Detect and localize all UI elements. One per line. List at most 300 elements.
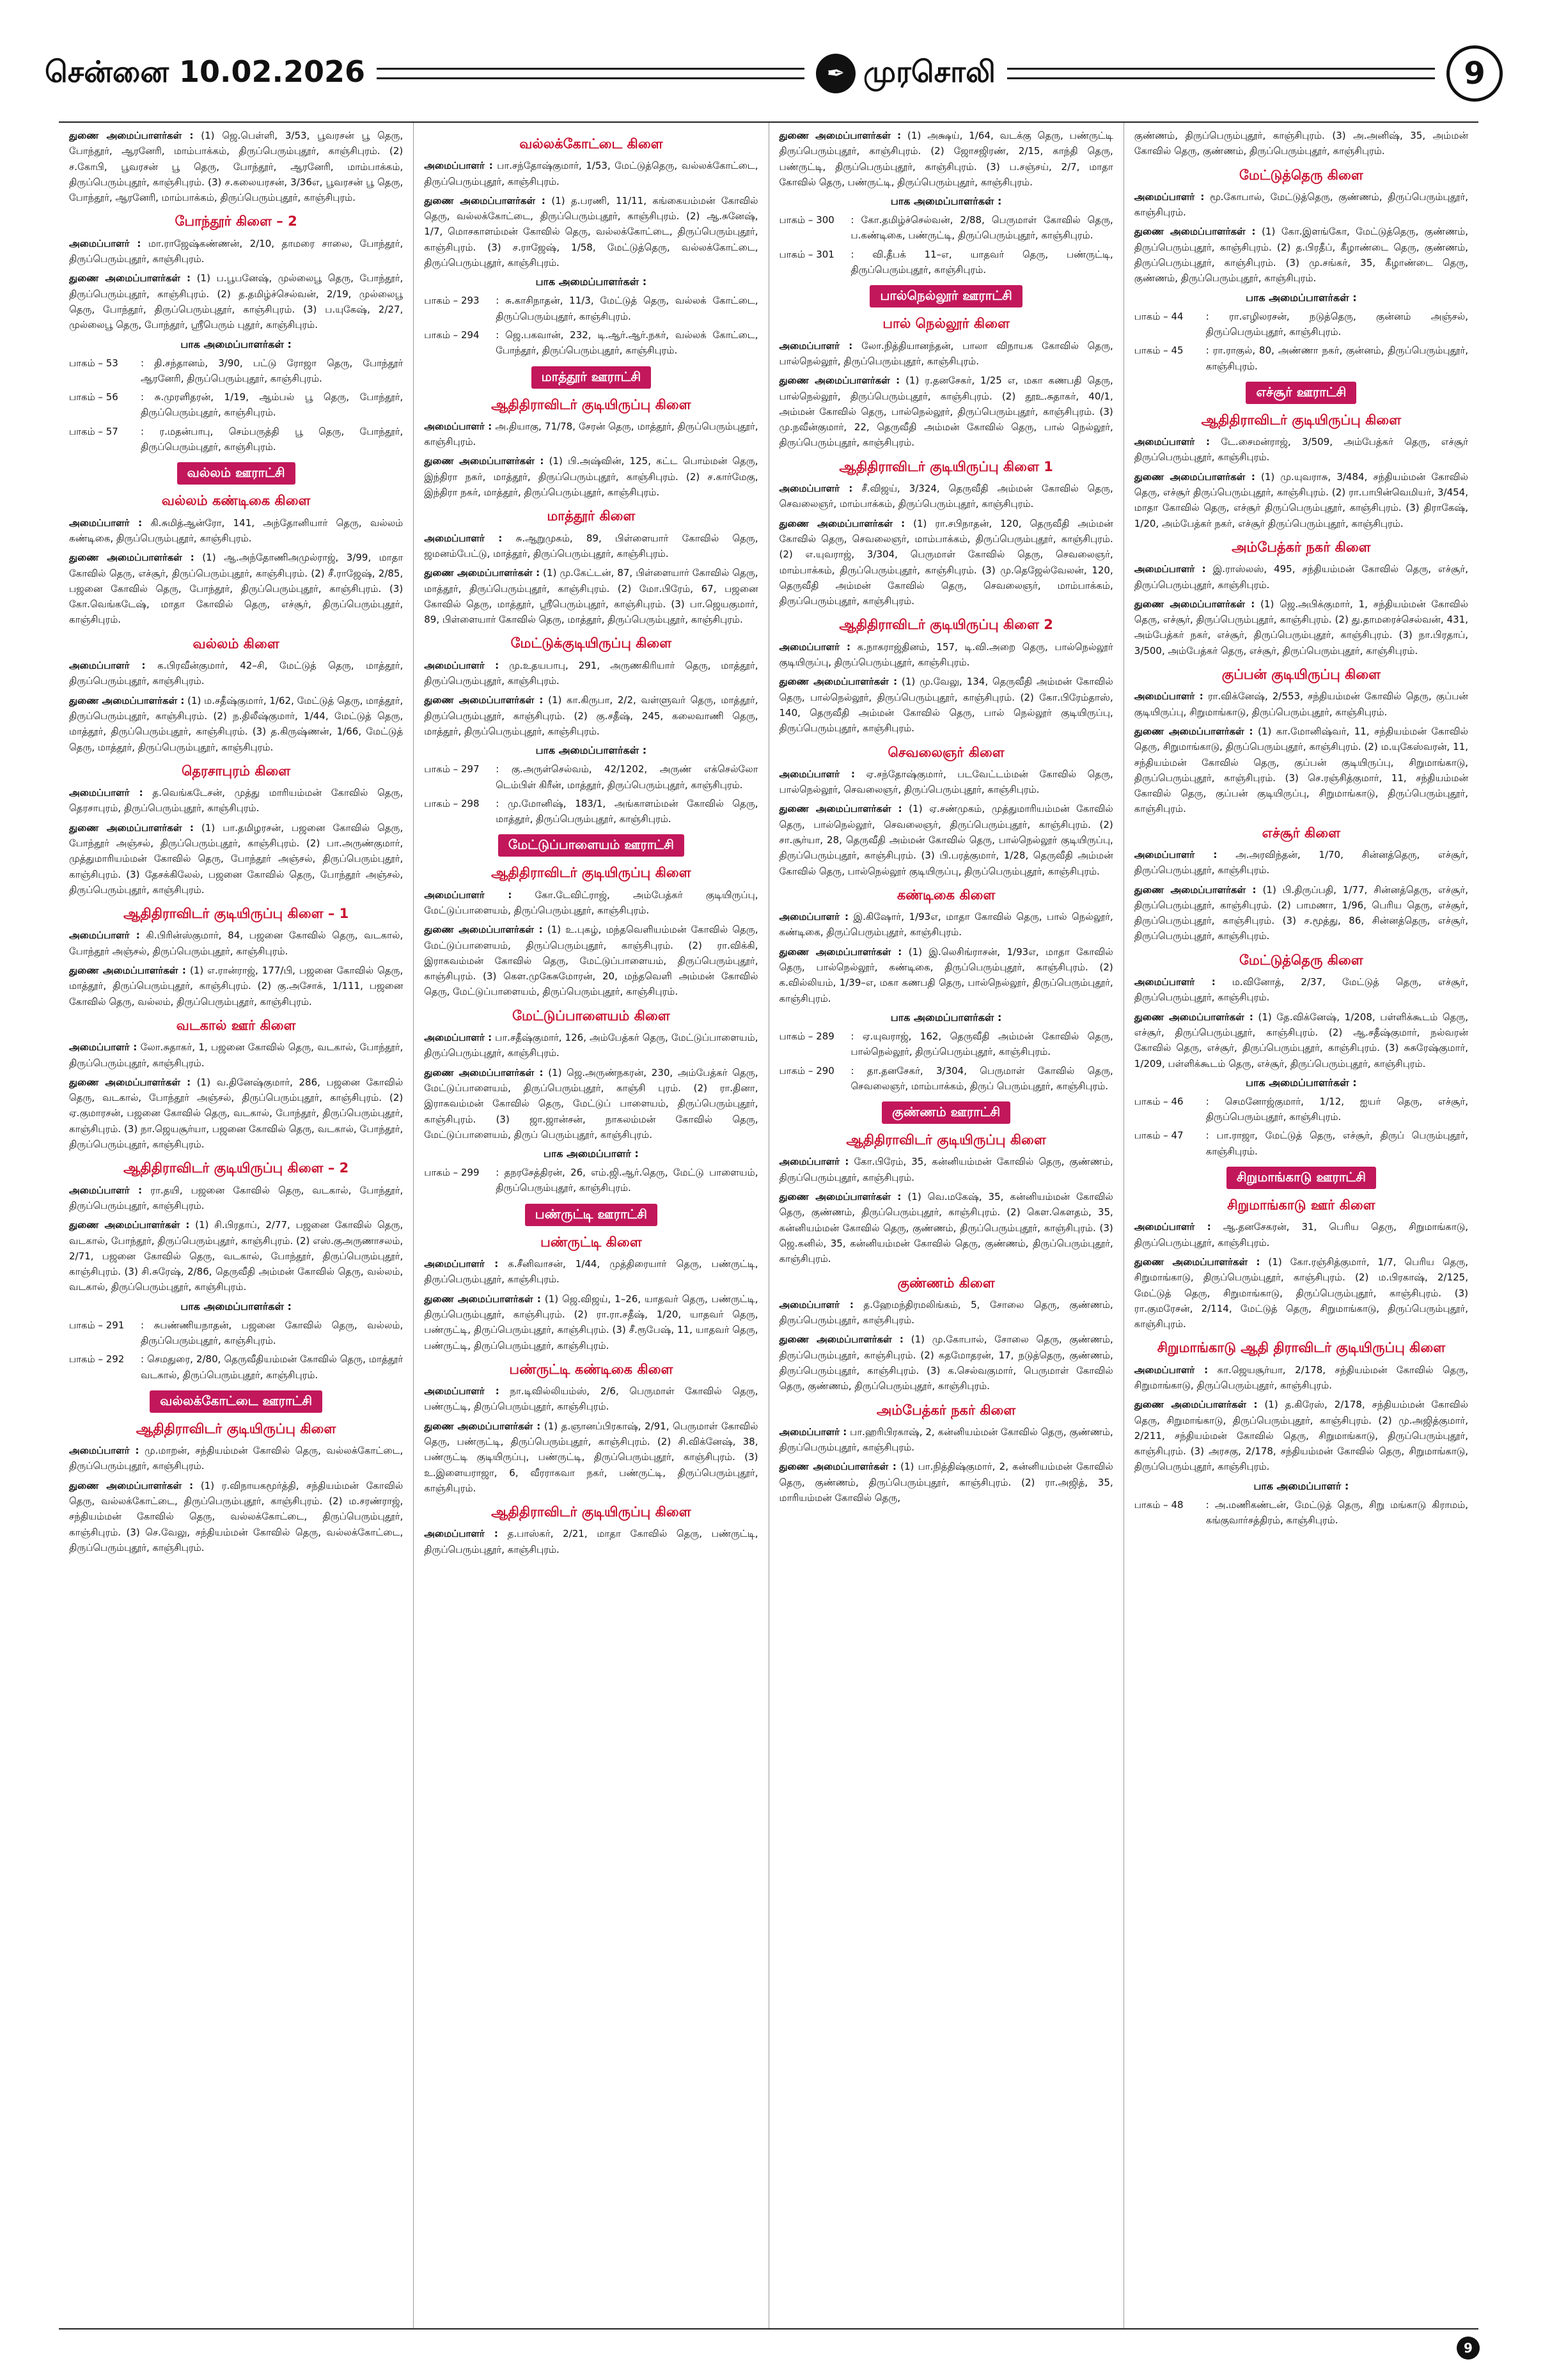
organizer-role: துணை அமைப்பாளர்கள் :: [779, 676, 898, 688]
organizer-entry: [69, 1183, 403, 1214]
organizer-entry: [779, 1332, 1113, 1394]
organizer-details: க.சீனிவாசன், 1/44, முத்திரையார் தெரு, பண்ருட்டி, திருப்பெரும்புதூர், காஞ்சிபுரம்.: [424, 1258, 758, 1286]
booth-number: பாகம் – 48: [1134, 1498, 1184, 1511]
organizer-entry: [1134, 847, 1468, 878]
organizer-details: (1) வ.தினேஷ்குமார், 286, பஜனை கோவில் தெரு, வடகால், போந்தூர் அஞ்சல், திருப்பெரும்புதூர், காஞ்சிபுரம். (2) ஏ.குமாரசன், பஜனை கோவில் தெரு, வடகால், போந்தூர், திருப்பெரும்புதூர், காஞ்சிபுரம். (3) நா.ஜெயசூர்யா, பஜனை கோவில் தெரு, வடகால், போந்தூர், திருப்பெரும்புதூர், காஞ்சிபுரம்.: [69, 1076, 403, 1151]
booth-number: பாகம் – 299: [424, 1167, 480, 1179]
organizer-details: (1) மு.வேலு, 134, தெருவீதி அம்மன் கோவில் தெரு, பால்நெல்லூர், திருப்பெரும்புதூர், காஞ்சிபுரம். (2) கோ.பிரேம்தாஸ், 140, தெருவீதி அம்மன் கோவில் தெரு, பால் நெல்லூர் குடியிருப்பு, திருப்பெரும்புதூர், காஞ்சிபுரம்.: [779, 676, 1113, 735]
booth-number: பாகம் – 290: [779, 1064, 834, 1077]
organizer-entry: [779, 1459, 1113, 1505]
organizer-details: (1) ஜெ.அபிக்குமார், 1, சந்தியம்மன் கோவில் தெரு, எச்சூர், திருப்பெரும்புதூர், காஞ்சிபுரம். (2) து.தாமரைச்செல்வன், 431, அம்பேத்கர் நகர், எச்சூர், திருப்பெரும்புதூர், காஞ்சிபுரம். (3) நா.பிரதாப், 3/500, அம்பேத்கர் தெரு, எச்சூர், திருப்பெரும்புதூர், காஞ்சிபுரம்.: [1134, 598, 1468, 657]
organizer-role: அமைப்பாளர் :: [424, 1258, 499, 1270]
booth-organizer-details: : கோ.தமிழ்ச்செல்வன், 2/88, பெருமாள் கோவில் தெரு, ப.கண்டிகை, பண்ருட்டி, திருப்பெரும்புதூர், காஞ்சிபுரம்.: [850, 214, 1113, 242]
booth-organizer-details: : தி.சந்தானம், 3/90, பட்டு ரோஜா தெரு, போந்தூர் ஆரனேரி, திருப்பெரும்புதூர், காஞ்சிபுரம்.: [141, 357, 403, 384]
booth-number: பாகம் – 292: [69, 1353, 125, 1365]
organizer-details: (1) பி.திருப்பதி, 1/77, சின்னத்தெரு, எச்சூர், திருப்பெரும்புதூர், காஞ்சிபுரம். (2) பாமணா, 1/96, பெரிய தெரு, எச்சூர், திருப்பெரும்புதூர், காஞ்சிபுரம். (3) ச.மூத்து, 86, சின்னத்தெரு, எச்சூர், திருப்பெரும்புதூர், காஞ்சிபுரம்.: [1134, 883, 1468, 942]
booth-entry: [424, 761, 758, 793]
organizer-role: அமைப்பாளர் :: [69, 787, 143, 799]
organizer-role: அமைப்பாளர் :: [69, 1041, 137, 1054]
organizer-details: (1) கா.மோனிஷ்வர், 11, சந்தியம்மன் கோவில் தெரு, சிறுமாங்காடு, திருப்பெரும்புதூர், காஞ்சிபுரம். (2) ம.யுகேஸ்வரன், 11, சந்தியம்மன் கோவில் தெரு, குப்பன் குடியிருப்பு, சிறுமாங்காடு, திருப்பெரும்புதூர், காஞ்சிபுரம். (3) செ.ரஞ்சித்குமார், 11, சந்தியம்மன் கோவில் தெரு, குப்பன் குடியிருப்பு, சிறுமாங்காடு, திருப்பெரும்புதூர், காஞ்சிபுரம்.: [1134, 725, 1468, 815]
organizer-details: (1) ஆ.அந்தோணிஅமுல்ராஜ், 3/99, மாதா கோவில் தெரு, எச்சூர், திருப்பெரும்புதூர், காஞ்சிபுரம். (2) சீ.ராஜேஷ், 2/85, பஜனை கோவில் தெரு, போந்தூர், திருப்பெரும்புதூர், காஞ்சிபுரம். (3) கோ.வெங்கடேஷ், மாதா கோவில் தெரு, எச்சூர், திருப்பெரும்புதூர், காஞ்சிபுரம்.: [69, 552, 403, 626]
organizer-entry: [69, 693, 403, 755]
booth-organizer-details: : சுபண்ணியநாதன், பஜனை கோவில் தெரு, வல்லம், திருப்பெரும்புதூர், காஞ்சிபுரம்.: [141, 1319, 403, 1346]
organizer-role: அமைப்பாளர் :: [779, 1156, 849, 1168]
organizer-role: துணை அமைப்பாளர்கள் :: [1134, 1256, 1260, 1268]
organizer-details: க.நாகராஜ்தினம், 157, டி.வி.அறை தெரு, பால்நெல்லூர் குடியிருப்பு, திருப்பெரும்புதூர், காஞ்சிபுரம்.: [779, 641, 1113, 669]
organizer-entry: [69, 1039, 403, 1071]
organizer-role: துணை அமைப்பாளர்கள் :: [779, 1334, 904, 1346]
booth-organizers-heading: பாக அமைப்பாளர்கள் :: [535, 276, 647, 288]
panchayat-banner-label: எச்சூர் ஊராட்சி: [1246, 382, 1356, 404]
panchayat-banner: [1134, 1167, 1468, 1189]
panchayat-banner: [69, 462, 403, 485]
paper-brand: [816, 54, 996, 93]
organizer-details: இ.ராஸ்லஸ், 495, சந்தியம்மன் கோவில் தெரு, எச்சூர், திருப்பெரும்புதூர், காஞ்சிபுரம்.: [1134, 563, 1468, 591]
booth-entry: [424, 293, 758, 324]
organizer-details: பா.ஹரிபிரகாஷ், 2, கன்னியம்மன் கோவில் தெரு, குண்ணம், திருப்பெரும்புதூர், காஞ்சிபுரம்.: [779, 1426, 1113, 1454]
organizer-entry: [424, 1383, 758, 1415]
organizer-details: ரா.தயி, பஜனை கோவில் தெரு, வடகால், போந்தூர், திருப்பெரும்புதூர், காஞ்சிபுரம்.: [69, 1184, 403, 1211]
organizer-entry: [779, 128, 1113, 190]
booth-entry: [69, 1351, 403, 1383]
organizer-role: துணை அமைப்பாளர்கள் :: [424, 1066, 544, 1078]
branch-title: குப்பன் குடியிருப்பு கிளை: [1221, 667, 1381, 683]
branch-title: பண்ருட்டி கிளை: [540, 1234, 642, 1250]
booth-organizer-details: : கு.அருள்செல்வம், 42/1202, அருண் எக்செல்லோ டெம்பிள் கிரீன், மாத்தூர், திருப்பெரும்புதூர், காஞ்சிபுரம்.: [496, 763, 758, 791]
organizer-role: அமைப்பாளர் :: [779, 339, 853, 352]
organizer-role: அமைப்பாளர் :: [1134, 436, 1210, 448]
branch-title: அம்பேத்கர் நகர் கிளை: [876, 1402, 1016, 1418]
branch-title: ஆதிதிராவிடர் குடியிருப்பு கிளை: [1201, 412, 1402, 428]
branch-title: சிறுமாங்காடு ஊர் கிளை: [1227, 1197, 1375, 1213]
organizer-entry: [424, 1030, 758, 1061]
booth-organizer-details: : செமனோஜ்குமார், 1/12, ஐயர் தெரு, எச்சூர், திருப்பெரும்புதூர், காஞ்சிபுரம்.: [1205, 1095, 1468, 1123]
organizer-role: அமைப்பாளர் :: [424, 1032, 492, 1044]
organizer-role: அமைப்பாளர் :: [69, 1184, 143, 1196]
organizer-details: குண்ணம், திருப்பெரும்புதூர், காஞ்சிபுரம். (3) அ.அனிஷ், 35, அம்மன் கோவில் தெரு, குண்ணம், திருப்பெரும்புதூர், காஞ்சிபுரம்.: [1134, 130, 1468, 157]
organizer-role: துணை அமைப்பாளர்கள் :: [779, 375, 900, 387]
column-1: [59, 123, 414, 2328]
booth-organizer-details: : ர.மதன்பாபு, செம்பருத்தி பூ தெரு, போந்தூர், திருப்பெரும்புதூர், காஞ்சிபுரம்.: [141, 425, 403, 453]
organizer-details: பா.சந்தோஷ்குமார், 1/53, மேட்டுத்தெரு, வல்லக்கோட்டை, திருப்பெரும்புதூர், காஞ்சிபுரம்.: [424, 160, 758, 187]
organizer-role: அமைப்பாளர் :: [69, 517, 143, 529]
panchayat-banner-label: மேட்டுப்பாளையம் ஊராட்சி: [498, 834, 684, 857]
organizer-entry: [69, 658, 403, 689]
organizer-details: நா.டிவில்லியம்ஸ், 2/6, பெருமாள் கோவில் தெரு, பண்ருட்டி, திருப்பெரும்புதூர், காஞ்சிபுரம்.: [424, 1385, 758, 1413]
organizer-entry: [69, 1075, 403, 1152]
organizer-entry: [424, 1526, 758, 1557]
organizer-details: க.பிரவீன்குமார், 42–சி, மேட்டுத் தெரு, மாத்தூர், திருப்பெரும்புதூர், காஞ்சிபுரம்.: [69, 660, 403, 687]
organizer-role: அமைப்பாளர் :: [779, 768, 855, 780]
organizer-details: (1) ஏ.சண்முகம், முத்துமாரியம்மன் கோவில் தெரு, பால்நெல்லூர், செவலைஞர், திருப்பெரும்புதூர், காஞ்சிபுரம். (2) சா.சூர்யா, 28, தெருவீதி அம்மன் கோவில் தெரு, பால்நெல்லூர் குடியிருப்பு, திருப்பெரும்புதூர், காஞ்சிபுரம். (3) பி.பரத்குமார், 1/28, தெருவீதி அம்மன் கோவில் தெரு, பால்நெல்லூர் குடியிருப்பு, திருப்பெரும்புதூர், காஞ்சிபுரம்.: [779, 803, 1113, 877]
organizer-role: அமைப்பாளர் :: [1134, 976, 1216, 988]
organizer-details: ம.வினோத், 2/37, மேட்டுத் தெரு, எச்சூர், திருப்பெரும்புதூர், காஞ்சிபுரம்.: [1134, 976, 1468, 1004]
branch-title: செவலைஞர் கிளை: [888, 744, 1005, 760]
booth-entry: [1134, 1094, 1468, 1125]
organizer-role: அமைப்பாளர் :: [424, 160, 493, 172]
organizer-role: துணை அமைப்பாளர்கள் :: [779, 1191, 902, 1203]
organizer-entry: [779, 1154, 1113, 1185]
organizer-entry: [69, 1478, 403, 1555]
organizer-role: துணை அமைப்பாளர்கள் :: [69, 130, 194, 141]
organizer-entry: [1134, 189, 1468, 221]
booth-organizer-details: : பா.ராஜா, மேட்டுத் தெரு, எச்சூர், திருப் பெரும்புதூர், காஞ்சிபுரம்.: [1205, 1130, 1468, 1157]
booth-number: பாகம் – 56: [69, 391, 118, 403]
branch-title: மேட்டுக்குடியிருப்பு கிளை: [510, 635, 672, 651]
booth-organizer-details: : தா.தனசேகர், 3/304, பெருமாள் கோவில் தெரு, செவலைஞர், மாம்பாக்கம், திருப் பெரும்புதூர், காஞ்சிபுரம்.: [850, 1064, 1113, 1092]
organizer-details: த.பாஸ்கர், 2/21, மாதா கோவில் தெரு, பண்ருட்டி, திருப்பெரும்புதூர், காஞ்சிபுரம்.: [424, 1528, 758, 1555]
organizer-role: துணை அமைப்பாளர்கள் :: [1134, 1011, 1253, 1023]
organizer-entry: [779, 373, 1113, 450]
organizer-role: துணை அமைப்பாளர்கள் :: [424, 455, 544, 467]
organizer-role: அமைப்பாளர் :: [779, 1426, 847, 1438]
organizer-entry: [1134, 1219, 1468, 1250]
organizer-details: இ.கிஷோர், 1/93எ, மாதா கோவில் தெரு, பால் நெல்லூர், கண்டிகை, திருப்பெரும்புதூர், காஞ்சிபுரம்.: [779, 911, 1113, 938]
organizer-details: (1) ப.பூபனேஷ், முல்லைபூ தெரு, போந்தூர், திருப்பெரும்புதூர், காஞ்சிபுரம். (2) த.தமிழ்ச்செல்வன், 2/19, முல்லைபூ தெரு, போந்தூர், திருப்பெரும்புதூர், காஞ்சிபுரம். (3) ப.யுகேஷ், 2/27, முல்லைபூ தெரு, போந்தூர், ஸ்ரீபெரும் புதூர், காஞ்சிபுரம்.: [69, 272, 403, 331]
branch-title: மேட்டுத்தெரு கிளை: [1239, 167, 1363, 183]
organizer-entry: [424, 419, 758, 450]
organizer-role: துணை அமைப்பாளர்கள் :: [1134, 883, 1257, 896]
organizer-entry: [69, 128, 403, 205]
organizer-details: (1) சி.பிரதாப், 2/77, பஜனை கோவில் தெரு, வடகால், போந்தூர், திருப்பெரும்புதூர், காஞ்சிபுரம். (2) எஸ்.குஅருணாசலம், 2/71, பஜனை கோவில் தெரு, வடகால், போந்தூர், திருப்பெரும்புதூர், காஞ்சிபுரம். (3) சி.சுரேஷ், 2/86, தெருவீதி அம்மன் கோவில் தெரு, வல்லம், வடகால், திருப்பெரும்புதூர், காஞ்சிபுரம்.: [69, 1219, 403, 1293]
organizer-role: துணை அமைப்பாளர்கள் :: [779, 130, 902, 141]
organizer-details: (1) பா.தமிழரசன், பஜனை கோவில் தெரு, போந்தூர் அஞ்சல், திருப்பெரும்புதூர், காஞ்சிபுரம். (2) பா.அருண்குமார், முத்துமாரியம்மன் கோவில் தெரு, போந்தூர் அஞ்சல், திருப்பெரும்புதூர், காஞ்சிபுரம். (3) தேசக்கிலேல், பஜனை கோவில் தெரு, போந்தூர் அஞ்சல், திருப்பெரும்புதூர், காஞ்சிபுரம்.: [69, 821, 403, 896]
organizer-details: ஆ.தனசேகரன், 31, பெரிய தெரு, சிறுமாங்காடு, திருப்பெரும்புதூர், காஞ்சிபுரம்.: [1134, 1221, 1468, 1248]
organizer-entry: [69, 236, 403, 267]
organizer-entry: [779, 338, 1113, 369]
organizer-details: (1) த.கிரேஸ், 2/178, சந்தியம்மன் கோவில் தெரு, சிறுமாங்காடு, திருப்பெரும்புதூர், காஞ்சிபுரம். (2) மு.அஜித்குமார், 2/211, சந்தியம்மன் கோவில் தெரு, சிறுமாங்காடு, திருப்பெரும்புதூர், காஞ்சிபுரம். (3) அரசகு, 2/178, சந்தியம்மன் கோவில் தெரு, சிறுமாங்காடு, திருப்பெரும்புதூர், காஞ்சிபுரம்.: [1134, 1399, 1468, 1473]
organizer-role: அமைப்பாளர் :: [69, 660, 146, 672]
organizer-details: (1) அக்ஷய், 1/64, வடக்கு தெரு, பண்ருட்டி திருப்பெரும்புதூர், காஞ்சிபுரம். (2) ஜோசஜிரண், 2/15, காந்தி தெரு, பண்ருட்டி, திருப்பெரும்புதூர், காஞ்சிபுரம். (3) ப.சஞ்சய், 2/7, மாதா கோவில் தெரு, பண்ருட்டி, திருப்பெரும்புதூர், காஞ்சிபுரம்.: [779, 130, 1113, 188]
organizer-entry: [424, 1291, 758, 1353]
organizer-details: கி.பிரின்ஸ்குமார், 84, பஜனை கோவில் தெரு, வடகால், போந்தூர் அஞ்சல், திருப்பெரும்புதூர், காஞ்சிபுரம்.: [69, 929, 403, 957]
booth-entry: [424, 1165, 758, 1196]
organizer-entry: [69, 928, 403, 959]
organizer-entry: [69, 820, 403, 898]
organizer-entry: [424, 453, 758, 500]
organizer-entry: [69, 550, 403, 627]
organizer-entry: [424, 1065, 758, 1142]
booth-entry: [779, 1029, 1113, 1060]
organizer-entry: [69, 1443, 403, 1474]
panchayat-banner: [779, 285, 1113, 307]
branch-title: ஆதிதிராவிடர் குடியிருப்பு கிளை – 2: [123, 1160, 349, 1176]
panchayat-banner-label: குண்ணம் ஊராட்சி: [882, 1101, 1010, 1124]
panchayat-banner: [424, 366, 758, 389]
organizer-entry: [69, 963, 403, 1009]
organizer-details: (1) பி.அஷ்வின், 125, கட்ட பொம்மன் தெரு, இந்திரா நகர், மாத்தூர், திருப்பெரும்புதூர், காஞ்சிபுரம். (2) ச.கார்மேகு, இந்திரா நகர், மாத்தூர், திருப்பெரும்புதூர், காஞ்சிபுரம்.: [424, 455, 758, 499]
organizer-details: கோ.பிரேம், 35, கன்னியம்மன் கோவில் தெரு, குண்ணம், திருப்பெரும்புதூர், காஞ்சிபுரம்.: [779, 1156, 1113, 1183]
organizer-entry: [1134, 882, 1468, 944]
booth-number: பாகம் – 45: [1134, 345, 1184, 357]
organizer-entry: [424, 565, 758, 627]
page-number-badge: 9: [1446, 45, 1503, 102]
organizer-entry: [1134, 561, 1468, 593]
organizer-details: (1) ஜெ.அருண்நகரன், 230, அம்பேத்கர் தெரு, மேட்டுப்பாளையம், திருப்பெரும்புதூர், காஞ்சி புரம். (2) ரா.தினா, இராகவம்மன் கோவில் தெரு, மேட்டுப் பாளையம், திருப்பெரும்புதூர், காஞ்சிபுரம். (3) ஜா.ஜான்சன், நாகலம்மன் கோவில் தெரு, மேட்டுப்பாளையம், திருப் பெரும்புதூர், காஞ்சிபுரம்.: [424, 1066, 758, 1140]
organizer-details: கோ.டேவிட்ராஜ், அம்பேத்கர் குடியிருப்பு, மேட்டுப்பாளையம், திருப்பெரும்புதூர், காஞ்சிபுரம்.: [424, 889, 758, 916]
organizer-details: ஏ.சந்தோஷ்குமார், படவேட்டம்மன் கோவில் தெரு, பால்நெல்லூர், செவலைஞர், திருப்பெரும்புதூர், காஞ்சிபுரம்.: [779, 768, 1113, 796]
booth-number: பாகம் – 47: [1134, 1130, 1184, 1142]
branch-title: ஆதிதிராவிடர் குடியிருப்பு கிளை: [846, 1132, 1046, 1148]
organizer-entry: [424, 1256, 758, 1287]
branch-title: ஆதிதிராவிடர் குடியிருப்பு கிளை 2: [839, 617, 1053, 633]
organizer-role: துணை அமைப்பாளர்கள் :: [424, 567, 540, 579]
issue-date: சென்னை 10.02.2026: [45, 54, 366, 89]
organizer-role: துணை அமைப்பாளர்கள் :: [424, 1420, 541, 1432]
organizer-role: துணை அமைப்பாளர்கள் :: [779, 945, 902, 958]
booth-organizer-details: : ஏ.யுவராஜ், 162, தெருவீதி அம்மன் கோவில் தெரு, பால்நெல்லூர், திருப்பெரும்புதூர், காஞ்சிபுரம்.: [850, 1030, 1113, 1058]
organizer-entry: [1134, 1009, 1468, 1071]
organizer-role: அமைப்பாளர் :: [424, 532, 503, 544]
masthead-rule-right: [1007, 68, 1435, 79]
organizer-role: அமைப்பாளர் :: [424, 1385, 499, 1397]
organizer-entry: [424, 193, 758, 270]
booth-number: பாகம் – 289: [779, 1030, 834, 1042]
booth-entry: [69, 389, 403, 421]
organizer-role: அமைப்பாளர் :: [424, 1528, 498, 1540]
organizer-entry: [1134, 128, 1468, 159]
organizer-details: (1) கோ.இளங்கோ, மேட்டுத்தெரு, குண்ணம், திருப்பெரும்புதூர், காஞ்சிபுரம். (2) த.பிரதீப், கீழாண்டை தெரு, குண்ணம், திருப்பெரும்புதூர், காஞ்சிபுரம். (3) மு.சங்கர், 35, கீழாண்டை தெரு, குண்ணம், திருப்பெரும்புதூர், காஞ்சிபுரம்.: [1134, 226, 1468, 284]
panchayat-banner-label: பண்ருட்டி ஊராட்சி: [525, 1204, 657, 1226]
organizer-details: (1) மு.கோபால், சோலை தெரு, குண்ணம், திருப்பெரும்புதூர், காஞ்சிபுரம். (2) கதமோதரன், 17, நடுத்தெரு, குண்ணம், திருப்பெரும்புதூர், காஞ்சிபுரம். (3) க.செல்வகுமார், பெருமாள் கோவில் தெரு, குண்ணம், திருப்பெரும்புதூர், காஞ்சிபுரம்.: [779, 1334, 1113, 1392]
organizer-entry: [1134, 1362, 1468, 1394]
organizer-details: சு.ஆறுமுகம், 89, பிள்ளையார் கோவில் தெரு, ஜமனம்பேட்டு, மாத்தூர், திருப்பெரும்புதூர், காஞ்சிபுரம்.: [424, 532, 758, 559]
organizer-role: அமைப்பாளர் :: [779, 1298, 854, 1311]
booth-organizers-heading: பாக அமைப்பாளர்கள் :: [1246, 291, 1357, 304]
branch-title: போந்தூர் கிளை – 2: [175, 214, 297, 229]
pen-nib-emblem-icon: ✒: [816, 54, 856, 93]
booth-organizer-details: : சு.முரளிதரன், 1/19, ஆம்பல் பூ தெரு, போந்தூர், திருப்பெரும்புதூர், காஞ்சிபுரம்.: [141, 391, 403, 419]
panchayat-banner: [424, 1204, 758, 1226]
branch-title: பண்ருட்டி கண்டிகை கிளை: [509, 1361, 673, 1377]
panchayat-banner-label: வல்லக்கோட்டை ஊராட்சி: [150, 1390, 322, 1413]
organizer-details: ரா.விக்னேஷ், 2/553, சந்தியம்மன் கோவில் தெரு, குப்பன் குடியிருப்பு, சிறுமாங்காடு, திருப்பெரும்புதூர், காஞ்சிபுரம்.: [1134, 690, 1468, 718]
organizer-entry: [779, 909, 1113, 940]
organizer-role: அமைப்பாளர் :: [1134, 848, 1218, 860]
branch-title: வடகால் ஊர் கிளை: [176, 1017, 296, 1033]
booth-organizer-details: : செமதுரை, 2/80, தெருவீதியம்மன் கோவில் தெரு, மாத்தூர் வடகால், திருப்பெரும்புதூர், காஞ்சிபுரம்.: [141, 1353, 403, 1381]
organizer-entry: [1134, 434, 1468, 465]
organizer-entry: [1134, 1397, 1468, 1474]
organizer-role: அமைப்பாளர் :: [779, 641, 851, 653]
organizer-entry: [779, 1424, 1113, 1456]
organizer-details: மூ.கோபால், மேட்டுத்தெரு, குண்ணம், திருப்பெரும்புதூர், காஞ்சிபுரம்.: [1134, 191, 1468, 219]
booth-entry: [424, 327, 758, 359]
organizer-details: (1) ர.விநாயகமூர்த்தி, சந்தியம்மன் கோவில் தெரு, வல்லக்கோட்டை, திருப்பெரும்புதூர், காஞ்சிபுரம். (2) ம.சரண்ராஜ், சந்தியம்மன் கோவில் தெரு, வல்லக்கோட்டை, திருப்பெரும்புதூர், காஞ்சிபுரம். (3) செ.வேலு, சந்தியம்மன் கோவில் தெரு, வல்லக்கோட்டை, திருப்பெரும்புதூர், காஞ்சிபுரம்.: [69, 1479, 403, 1553]
booth-entry: [779, 247, 1113, 278]
organizer-details: (1) ஜெ.விஜய், 1–26, யாதவர் தெரு, பண்ருட்டி, திருப்பெரும்புதூர், காஞ்சிபுரம். (2) ரா.ரா.சதீஷ், 1/20, யாதவர் தெரு, பண்ருட்டி, திருப்பெரும்புதூர், காஞ்சிபுரம். (3) சீ.ரூபேஷ், 11, யாதவர் தெரு, பண்ருட்டி, திருப்பெரும்புதூர், காஞ்சிபுரம்.: [424, 1293, 758, 1351]
booth-number: பாகம் – 294: [424, 329, 480, 341]
organizer-details: மா.ராஜேஷ்கண்ணன், 2/10, தாமரை சாலை, போந்தூர், திருப்பெரும்புதூர், காஞ்சிபுரம்.: [69, 237, 403, 265]
organizer-details: (1) ர.தனசேகர், 1/25 எ, மகா கணபதி தெரு, பால்நெல்லூர், திருப்பெரும்புதூர், காஞ்சிபுரம். (2) தூஉ.சுதாகர், 40/1, அம்மன் கோவில் தெரு, பால்நெல்லூர், திருப்பெரும்புதூர், காஞ்சிபுரம். (3) மு.நவீன்குமார், 22, தெருவீதி அம்மன் கோவில் தெரு, பால் நெல்லூர், திருப்பெரும்புதூர், காஞ்சிபுரம்.: [779, 375, 1113, 449]
booth-organizer-details: : ரா.ராகுல், 80, அண்ணா நகர், குன்னம், திருப்பெரும்புதூர், காஞ்சிபுரம்.: [1205, 345, 1468, 372]
branch-title: ஆதிதிராவிடர் குடியிருப்பு கிளை: [491, 865, 691, 881]
booth-entry: [69, 355, 403, 387]
branch-title: வல்லக்கோட்டை கிளை: [519, 136, 663, 152]
panchayat-banner: [1134, 382, 1468, 404]
organizer-entry: [424, 887, 758, 919]
organizer-role: அமைப்பாளர் :: [779, 483, 853, 495]
organizer-entry: [779, 944, 1113, 1006]
branch-title: ஆதிதிராவிடர் குடியிருப்பு கிளை: [136, 1420, 336, 1436]
organizer-details: பா.சதீஷ்குமார், 126, அம்பேத்கர் தெரு, மேட்டுப்பாளையம், திருப்பெரும்புதூர், காஞ்சிபுரம்.: [424, 1032, 758, 1059]
organizer-entry: [424, 658, 758, 689]
organizer-details: (1) தே.விக்னேஷ், 1/208, பள்ளிக்கூடம் தெரு, எச்சூர், திருப்பெரும்புதூர், காஞ்சிபுரம். (2) ஆ.சதீஷ்குமார், நல்வரன் கோவில் தெரு, எச்சூர், திருப்பெரும்புதூர், காஞ்சிபுரம். (3) சுசுரேஷ்குமார், 1/209, பள்ளிக்கூடம் தெரு, எச்சூர், திருப்பெரும்புதூர், காஞ்சிபுரம்.: [1134, 1011, 1468, 1069]
organizer-details: மு.உதயபாபு, 291, அருணகிரியார் தெரு, மாத்தூர், திருப்பெரும்புதூர், காஞ்சிபுரம்.: [424, 659, 758, 687]
organizer-entry: [69, 1217, 403, 1295]
organizer-entry: [1134, 596, 1468, 658]
organizer-role: அமைப்பாளர் :: [69, 237, 141, 249]
organizer-details: லோ.நித்தியானந்தன், பாலா விநாயக கோவில் தெரு, பால்நெல்லூர், திருப்பெரும்புதூர், காஞ்சிபுரம்.: [779, 339, 1113, 367]
organizer-details: அ.அரவிந்தன், 1/70, சின்னத்தெரு, எச்சூர், திருப்பெரும்புதூர், காஞ்சிபுரம்.: [1134, 848, 1468, 876]
organizer-entry: [779, 801, 1113, 878]
organizer-role: துணை அமைப்பாளர்கள் :: [424, 924, 543, 936]
booth-entry: [69, 424, 403, 455]
booth-organizers-heading: பாக அமைப்பாளர்கள் :: [890, 1011, 1002, 1023]
booth-organizer-details: : ஜெ.பகவான், 232, டி.ஆர்.ஆர்.நகர், வல்லக் கோட்டை, போந்தூர், திருப்பெரும்புதூர், காஞ்சிபுரம்.: [496, 329, 758, 357]
organizer-entry: [1134, 1254, 1468, 1332]
branch-title: வல்லம் கிளை: [192, 635, 279, 651]
organizer-details: (1) கா.கிருபா, 2/2, வள்ளுவர் தெரு, மாத்தூர், திருப்பெரும்புதூர், காஞ்சிபுரம். (2) கு.சதீஷ், 245, கலைவாணி தெரு, மாத்தூர், திருப்பெரும்புதூர், காஞ்சிபுரம்.: [424, 694, 758, 737]
booth-number: பாகம் – 44: [1134, 310, 1184, 322]
booth-number: பாகம் – 297: [424, 763, 480, 775]
branch-title: தெரசாபுரம் கிளை: [182, 763, 291, 779]
booth-entry: [1134, 343, 1468, 374]
booth-number: பாகம் – 300: [779, 214, 834, 226]
organizer-role: துணை அமைப்பாளர்கள் :: [69, 965, 186, 977]
branch-title: எச்சூர் கிளை: [1262, 825, 1341, 841]
branch-title: ஆதிதிராவிடர் குடியிருப்பு கிளை: [491, 396, 691, 412]
branch-title: மேட்டுப்பாளையம் கிளை: [512, 1007, 670, 1023]
organizer-entry: [424, 1419, 758, 1496]
booth-organizer-details: : ரா.எழிலரசன், நடுத்தெரு, குன்னம் அஞ்சல், திருப்பெரும்புதூர், காஞ்சிபுரம்.: [1205, 310, 1468, 338]
masthead-rule-left: [377, 68, 804, 79]
booth-entry: [779, 1063, 1113, 1094]
panchayat-banner-label: சிறுமாங்காடு ஊராட்சி: [1226, 1167, 1376, 1189]
organizer-role: துணை அமைப்பாளர்கள் :: [1134, 598, 1255, 610]
booth-number: பாகம் – 57: [69, 425, 118, 437]
organizer-role: அமைப்பாளர் :: [779, 911, 849, 923]
organizer-role: துணை அமைப்பாளர்கள் :: [69, 272, 191, 284]
organizer-entry: [779, 481, 1113, 512]
organizer-entry: [424, 531, 758, 562]
booth-number: பாகம் – 291: [69, 1319, 125, 1331]
booth-organizers-heading: பாக அமைப்பாளர்கள் :: [1246, 1076, 1357, 1089]
booth-organizer-details: : அ.மணிகண்டன், மேட்டுத் தெரு, சிறு மங்காடு கிராமம், கங்குவார்சத்திரம், காஞ்சிபுரம்.: [1205, 1498, 1468, 1527]
booth-number: பாகம் – 298: [424, 797, 480, 809]
booth-organizers-heading: பாக அமைப்பாளர்கள் :: [180, 338, 292, 350]
column-3: [769, 123, 1124, 2328]
organizer-role: அமைப்பாளர் :: [1134, 1364, 1209, 1376]
branch-title: வல்லம் கண்டிகை கிளை: [161, 493, 311, 509]
organizer-details: சீ.விஜய், 3/324, தெருவீதி அம்மன் கோவில் தெரு, செவலைஞர், மாம்பாக்கம், திருப்பெரும்புதூர், காஞ்சிபுரம்.: [779, 483, 1113, 510]
organizer-details: அ.தியாகு, 71/78, சேரன் தெரு, மாத்தூர், திருப்பெரும்புதூர், காஞ்சிபுரம்.: [424, 420, 758, 448]
booth-entry: [1134, 1128, 1468, 1159]
organizer-role: அமைப்பாளர் :: [1134, 690, 1203, 703]
organizer-entry: [69, 515, 403, 547]
booth-organizer-details: : சு.காசிநாதன், 11/3, மேட்டுத் தெரு, வல்லக் கோட்டை, திருப்பெரும்புதூர், காஞ்சிபுரம்.: [496, 295, 758, 322]
panchayat-banner: [779, 1101, 1113, 1124]
organizer-details: (1) ரா.சபிநாதன், 120, தெருவீதி அம்மன் கோவில் தெரு, செவலைஞர், மாம்பாக்கம், திருப்பெரும்புதூர், காஞ்சிபுரம். (2) எ.யுவராஜ், 3/304, பெருமாள் கோவில் தெரு, செவலைஞர், மாம்பாக்கம், திருப்பெரும்புதூர், காஞ்சிபுரம். (3) மு.தெஜேல்வேலன், 120, தெருவீதி அம்மன் கோவில் தெரு, செவலைஞர், மாம்பாக்கம், திருப்பெரும்புதூர், காஞ்சிபுரம்.: [779, 517, 1113, 607]
organizer-role: துணை அமைப்பாளர்கள் :: [424, 1293, 541, 1305]
organizer-role: அமைப்பாளர் :: [424, 659, 499, 671]
organizer-role: துணை அமைப்பாளர்கள் :: [69, 821, 194, 834]
booth-organizers-heading: பாக அமைப்பாளர் :: [543, 1147, 639, 1160]
booth-organizer-details: : வி.தீபக் 11–எ, யாதவர் தெரு, பண்ருட்டி, திருப்பெரும்புதூர், காஞ்சிபுரம்.: [850, 248, 1113, 276]
column-4: [1124, 123, 1478, 2328]
booth-entry: [779, 212, 1113, 244]
organizer-entry: [1134, 974, 1468, 1006]
booth-entry: [1134, 309, 1468, 340]
organizer-role: துணை அமைப்பாளர்கள் :: [779, 1461, 897, 1473]
branch-title: மாத்தூர் கிளை: [547, 508, 636, 524]
organizer-entry: [69, 785, 403, 816]
article-columns: [59, 121, 1478, 2329]
organizer-entry: [1134, 688, 1468, 720]
organizer-details: (1) த.பரணி, 11/11, கங்கையம்மன் கோவில் தெரு, வல்லக்கோட்டை, திருப்பெரும்புதூர், காஞ்சிபுரம். (2) ஆ.சுனேஷ், 1/7, மொசகாளம்மன் கோவில் தெரு, வல்லக்கோட்டை, திருப்பெரும்புதூர், காஞ்சிபுரம். (3) ச.ராஜேஷ், 1/58, மேட்டுத்தெரு, வல்லக்கோட்டை, திருப்பெரும்புதூர், காஞ்சிபுரம்.: [424, 194, 758, 269]
organizer-entry: [779, 674, 1113, 736]
booth-entry: [1134, 1497, 1468, 1528]
paper-name: முரசொலி: [863, 54, 996, 89]
booth-number: பாகம் – 53: [69, 357, 118, 369]
organizer-role: அமைப்பாளர் :: [1134, 191, 1205, 203]
column-2: [414, 123, 769, 2328]
panchayat-banner: [424, 834, 758, 857]
organizer-entry: [69, 270, 403, 332]
organizer-role: துணை அமைப்பாளர்கள் :: [69, 1076, 191, 1088]
organizer-role: துணை அமைப்பாளர்கள் :: [69, 1219, 190, 1231]
organizer-entry: [424, 158, 758, 189]
booth-organizers-heading: பாக அமைப்பாளர்கள் :: [890, 195, 1002, 208]
organizer-entry: [424, 692, 758, 739]
panchayat-banner-label: பால்நெல்லூர் ஊராட்சி: [870, 285, 1022, 307]
organizer-details: லோ.சுதாகர், 1, பஜனை கோவில் தெரு, வடகால், போந்தூர், திருப்பெரும்புதூர், காஞ்சிபுரம்.: [69, 1041, 403, 1069]
branch-title: கண்டிகை கிளை: [897, 887, 996, 903]
organizer-details: (1) மு.யுவராசு, 3/484, சந்தியம்மன் கோவில் தெரு, எச்சூர் திருப்பெரும்புதூர், காஞ்சிபுரம். (2) ரா.பாபின்வெமியர், 3/454, மாதா கோவில் தெரு, எச்சூர் திருப்பெரும்புதூர், காஞ்சிபுரம். (3) திராகேஷ், 1/20, அம்பேத்கர் நகர், எச்சூர் திருப்பெரும்புதூர், காஞ்சிபுரம்.: [1134, 471, 1468, 529]
branch-title: அம்பேத்கர் நகர் கிளை: [1232, 539, 1371, 555]
organizer-details: (1) மு.கேட்டன், 87, பிள்ளையார் கோவில் தெரு, மாத்தூர், திருப்பெரும்புதூர், காஞ்சிபுரம். (2) மோ.பிரேம், 67, பஜனை கோவில் தெரு, மாத்தூர், ஸ்ரீபெரும்புதூர், காஞ்சிபுரம். (3) பா.ஜெயகுமார், 89, பிள்ளையார் கோவில் தெரு, மாத்தூர், திருப்பெரும்புதூர், காஞ்சிபுரம்.: [424, 567, 758, 626]
organizer-role: துணை அமைப்பாளர்கள் :: [69, 694, 185, 706]
organizer-entry: [424, 922, 758, 999]
organizer-role: அமைப்பாளர் :: [1134, 563, 1206, 575]
organizer-role: துணை அமைப்பாளர்கள் :: [779, 803, 902, 815]
organizer-entry: [779, 516, 1113, 609]
organizer-role: துணை அமைப்பாளர்கள் :: [1134, 725, 1253, 737]
branch-title: ஆதிதிராவிடர் குடியிருப்பு கிளை 1: [839, 458, 1053, 474]
organizer-role: அமைப்பாளர் :: [424, 889, 512, 901]
organizer-details: (1) இ.லெசிங்ராசன், 1/93எ, மாதா கோவில் தெரு, பால்நெல்லூர், கண்டிகை, திருப்பெரும்புதூர், காஞ்சிபுரம். (2) க.வில்லியம், 1/39–எ, மகா கணபதி தெரு, பால்நெல்லூர், திருப்பெரும்புதூர், காஞ்சிபுரம்.: [779, 945, 1113, 1004]
branch-title: ஆதிதிராவிடர் குடியிருப்பு கிளை – 1: [123, 906, 349, 922]
organizer-role: துணை அமைப்பாளர்கள் :: [1134, 1399, 1258, 1411]
organizer-details: (1) வெ.மகேஷ், 35, கன்னியம்மன் கோவில் தெரு, குண்ணம், திருப்பெரும்புதூர், காஞ்சிபுரம். (2) கௌ.கௌதம், 35, கன்னியம்மன் கோவில் தெரு, குண்ணம், திருப்பெரும்புதூர், காஞ்சிபுரம். (3) ஜெ.கனில், 35, கன்னியம்மன் கோவில் தெரு, குண்ணம், திருப்பெரும்புதூர், காஞ்சிபுரம்.: [779, 1191, 1113, 1265]
organizer-role: அமைப்பாளர் :: [1134, 1221, 1211, 1233]
branch-title: பால் நெல்லூர் கிளை: [882, 316, 1010, 332]
panchayat-banner-label: வல்லம் ஊராட்சி: [177, 462, 295, 485]
organizer-role: துணை அமைப்பாளர்கள் :: [1134, 226, 1256, 238]
organizer-details: கி.சுமித்ஆன்ரோ, 141, அந்தோனியார் தெரு, வல்லம் கண்டிகை, திருப்பெரும்புதூர், காஞ்சிபுரம்.: [69, 517, 403, 544]
organizer-details: (1) பா.நித்திஷ்குமார், 2, கன்னியம்மன் கோவில் தெரு, குண்ணம், திருப்பெரும்புதூர், காஞ்சிபுரம். (2) ரா.அஜித், 35, மாரியம்மன் கோவில் தெரு,: [779, 1461, 1113, 1504]
booth-entry: [424, 796, 758, 827]
organizer-role: துணை அமைப்பாளர்கள் :: [69, 1479, 194, 1491]
organizer-details: (1) ஜெ.பெள்ளி, 3/53, பூவரசன் பூ தெரு, போந்தூர், ஆரனேரி, மாம்பாக்கம், திருப்பெரும்புதூர், காஞ்சிபுரம். (2) ச.கோபி, பூவரசன் பூ தெரு, போந்தூர், ஆரனேரி, மாம்பாக்கம், திருப்பெரும்புதூர், காஞ்சிபுரம். (3) ச.கலையரசன், 3/36எ, பூவரசன் பூ தெரு, போந்தூர், ஆரனேரி, மாம்பாக்கம், திருப்பெரும்புதூர், காஞ்சிபுரம்.: [69, 130, 403, 204]
organizer-role: துணை அமைப்பாளர்கள் :: [424, 694, 544, 706]
organizer-role: துணை அமைப்பாளர்கள் :: [779, 517, 905, 529]
booth-organizers-heading: பாக அமைப்பாளர்கள் :: [180, 1300, 292, 1312]
organizer-entry: [779, 639, 1113, 671]
organizer-details: கா.ஜெயசூர்யா, 2/178, சந்தியம்மன் கோவில் தெரு, சிறுமாங்காடு, திருப்பெரும்புதூர், காஞ்சிபுரம்.: [1134, 1364, 1468, 1391]
booth-number: பாகம் – 301: [779, 248, 834, 260]
organizer-entry: [1134, 469, 1468, 531]
